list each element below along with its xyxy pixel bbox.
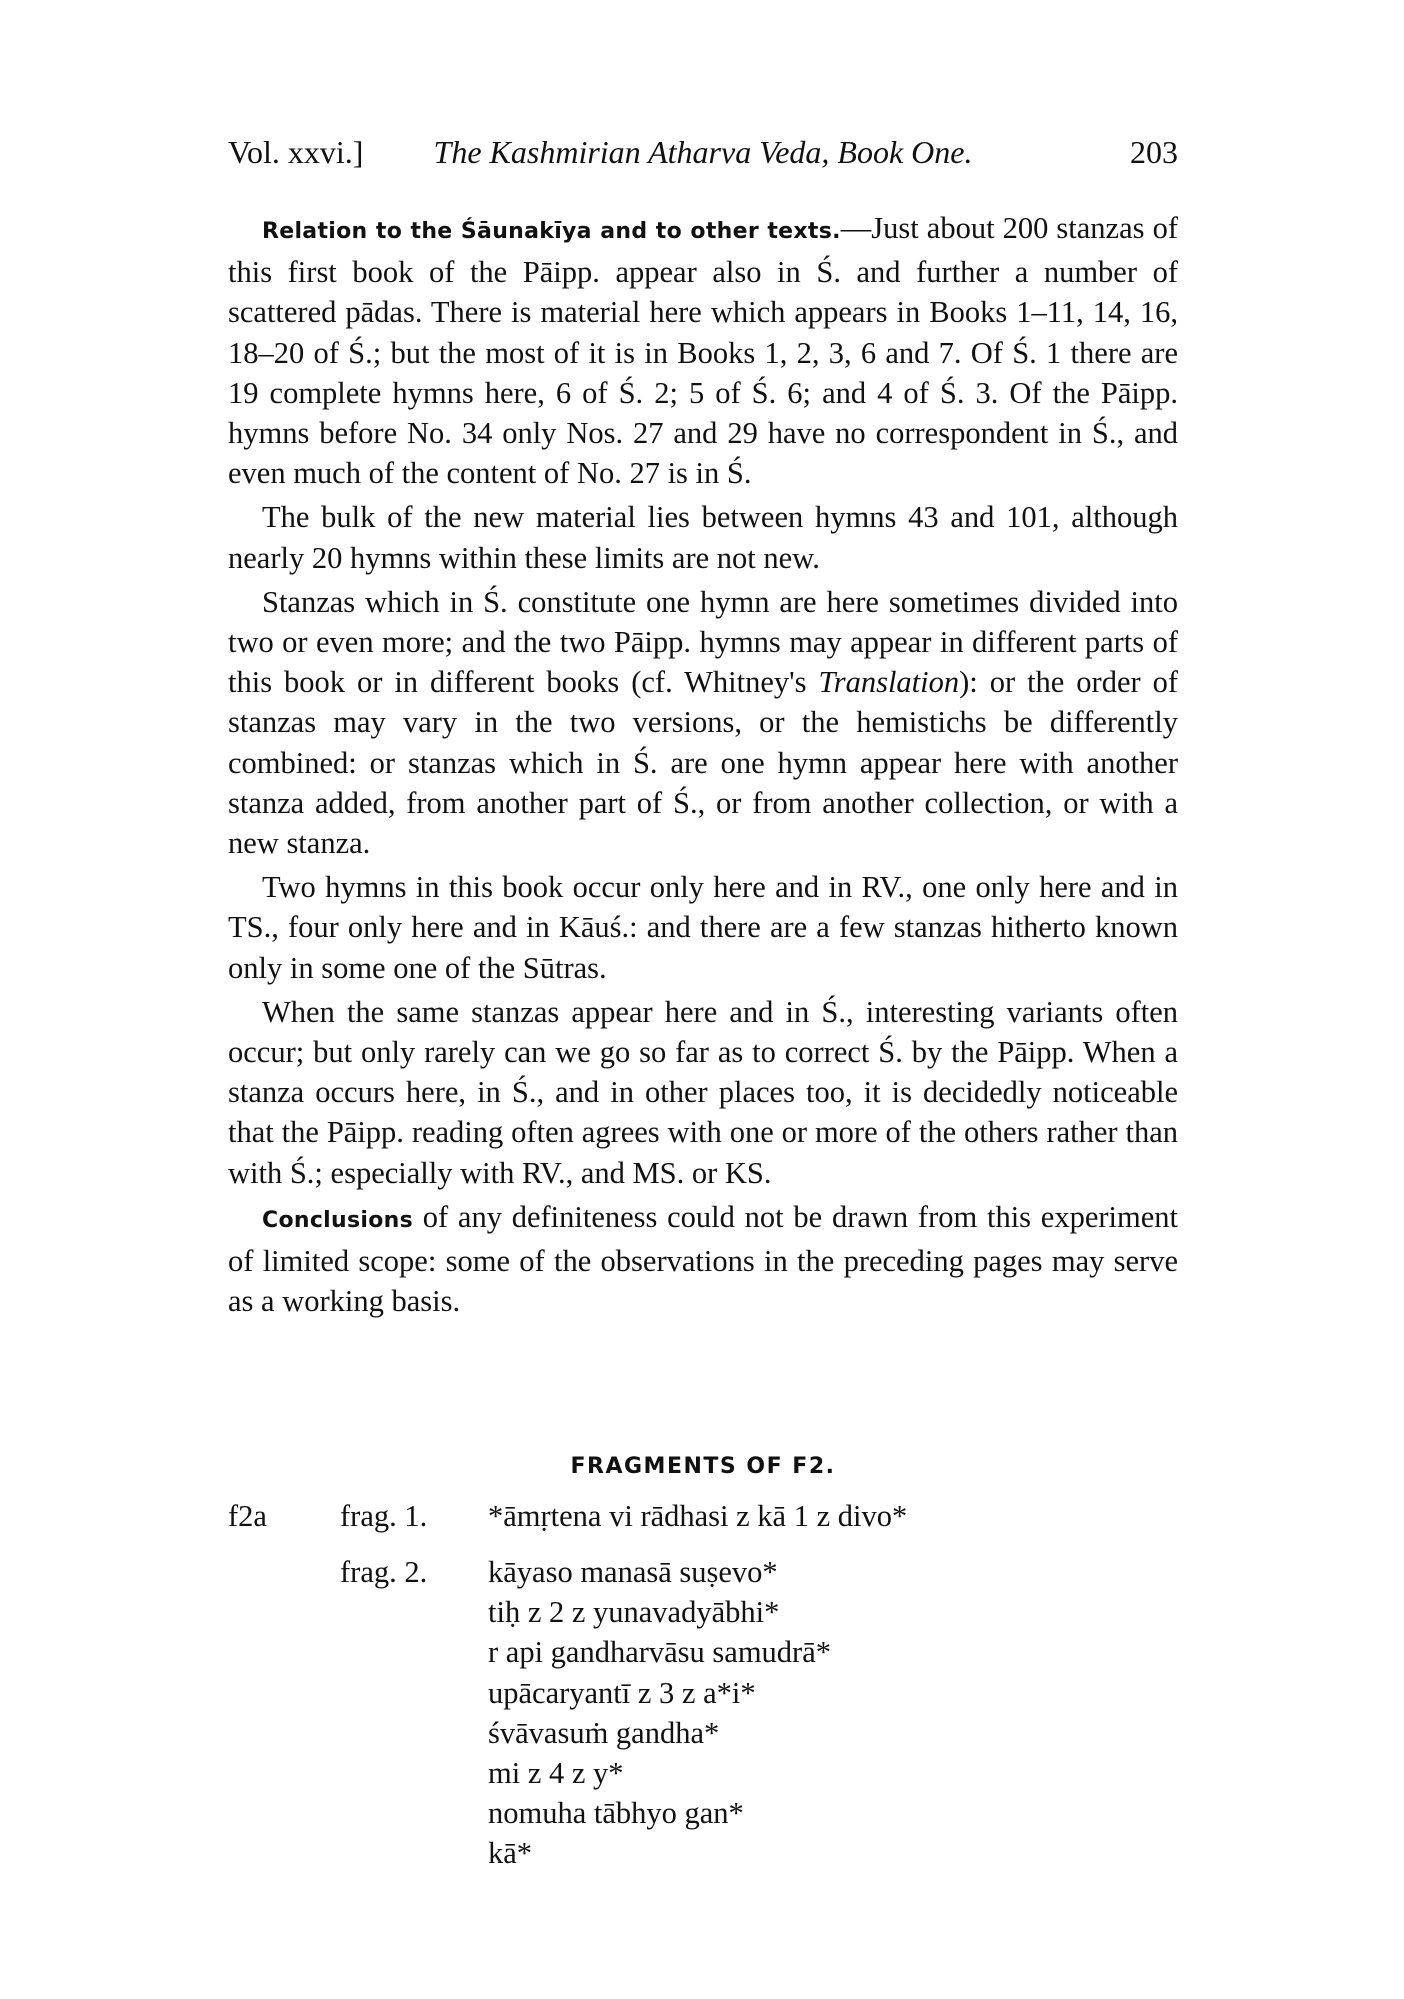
running-header bbox=[228, 130, 1178, 174]
paragraph-two-hymns bbox=[228, 867, 1178, 988]
paragraph-text: ): or the order of stanzas may vary in the two versions, or the hemistichs be differently combined: or stanzas which in Ś. are one hymn appear here with another stanza added, from another part of Ś., or from another collection, or with a new stanza. bbox=[228, 665, 1178, 861]
paragraph-relation bbox=[228, 208, 1178, 493]
body-text bbox=[228, 208, 1178, 1321]
fragment-lines-1 bbox=[488, 1496, 1188, 1536]
fragment-lines-2 bbox=[488, 1552, 1188, 1874]
paragraph-text: Stanzas which in Ś. constitute one hymn are here sometimes divided into two or even more; and the two Pāipp. hymns may appear in different parts of this book or in different books (cf. Whitney's bbox=[228, 584, 1178, 700]
fragment-siglum: f2a bbox=[228, 1499, 267, 1533]
paragraph-stanzas bbox=[228, 582, 1178, 863]
paragraph-text: The bulk of the new material lies between hymns 43 and 101, although nearly 20 hymns within these limits are not new. bbox=[228, 500, 1178, 575]
fragment-line: kāyaso manasā suṣevo* bbox=[488, 1555, 778, 1589]
volume-label: Vol. xxvi.] bbox=[228, 134, 364, 170]
fragment-line: upācaryantī z 3 z a*i* bbox=[488, 1675, 756, 1710]
paragraph-bulk bbox=[228, 497, 1178, 577]
section-lead-conclusions: Conclusions bbox=[262, 1207, 413, 1233]
fragment-line: r api gandharvāsu samudrā* bbox=[488, 1635, 832, 1670]
fragment-line: *āmṛtena vi rādhasi z kā 1 z divo* bbox=[488, 1499, 908, 1533]
paragraph-text: When the same stanzas appear here and in Ś., interesting variants often occur; but only rarely can we go so far as to correct Ś. by the Pāipp. When a stanza occurs here, in Ś., and in other places too, it is decidedly noticeable that the Pāipp. reading often agrees with one or more of the others rather than with Ś.; especially with RV., and MS. or KS. bbox=[228, 994, 1178, 1190]
paragraph-text: of any definiteness could not be drawn from this experiment of limited scope: some of the observations in the preceding pages may serve as a working basis. bbox=[228, 1199, 1178, 1319]
fragments-heading: FRAGMENTS OF F2. bbox=[570, 1454, 836, 1479]
italic-reference: Translation bbox=[818, 665, 960, 700]
fragment-line: mi z 4 z y* bbox=[488, 1756, 624, 1791]
section-lead-relation: Relation to the Śāunakīya and to other texts. bbox=[262, 219, 841, 244]
running-title: The Kashmirian Atharva Veda, Book One. bbox=[433, 134, 973, 170]
fragment-line: kā* bbox=[488, 1836, 533, 1871]
page-number: 203 bbox=[1130, 134, 1178, 170]
paragraph-text: —Just about 200 stanzas of this first book of the Pāipp. appear also in Ś. and further a number of scattered pādas. There is material here which appears in Books 1–11, 14, 16, 18–20 of Ś.; but the most of it is in Books 1, 2, 3, 6 and 7. Of Ś. 1 there are 19 complete hymns here, 6 of Ś. 2; 5 of Ś. 6; and 4 of Ś. 3. Of the Pāipp. hymns before No. 34 only Nos. 27 and 29 have no correspondent in Ś., and even much of the content of No. 27 is in Ś. bbox=[228, 211, 1178, 491]
paragraph-conclusions bbox=[228, 1197, 1178, 1322]
fragment-label-1: frag. 1. bbox=[340, 1499, 428, 1533]
fragment-line: tiḥ z 2 z yunavadyābhi* bbox=[488, 1595, 780, 1630]
fragment-line: śvāvasuṁ gandha* bbox=[488, 1715, 720, 1750]
fragment-line: nomuha tābhyo gan* bbox=[488, 1796, 744, 1831]
paragraph-variants bbox=[228, 992, 1178, 1193]
paragraph-text: Two hymns in this book occur only here and in RV., one only here and in TS., four only here and in Kāuś.: and there are a few stanzas hitherto known only in some one of the Sūtras. bbox=[228, 870, 1178, 985]
fragment-label-2: frag. 2. bbox=[340, 1555, 428, 1589]
